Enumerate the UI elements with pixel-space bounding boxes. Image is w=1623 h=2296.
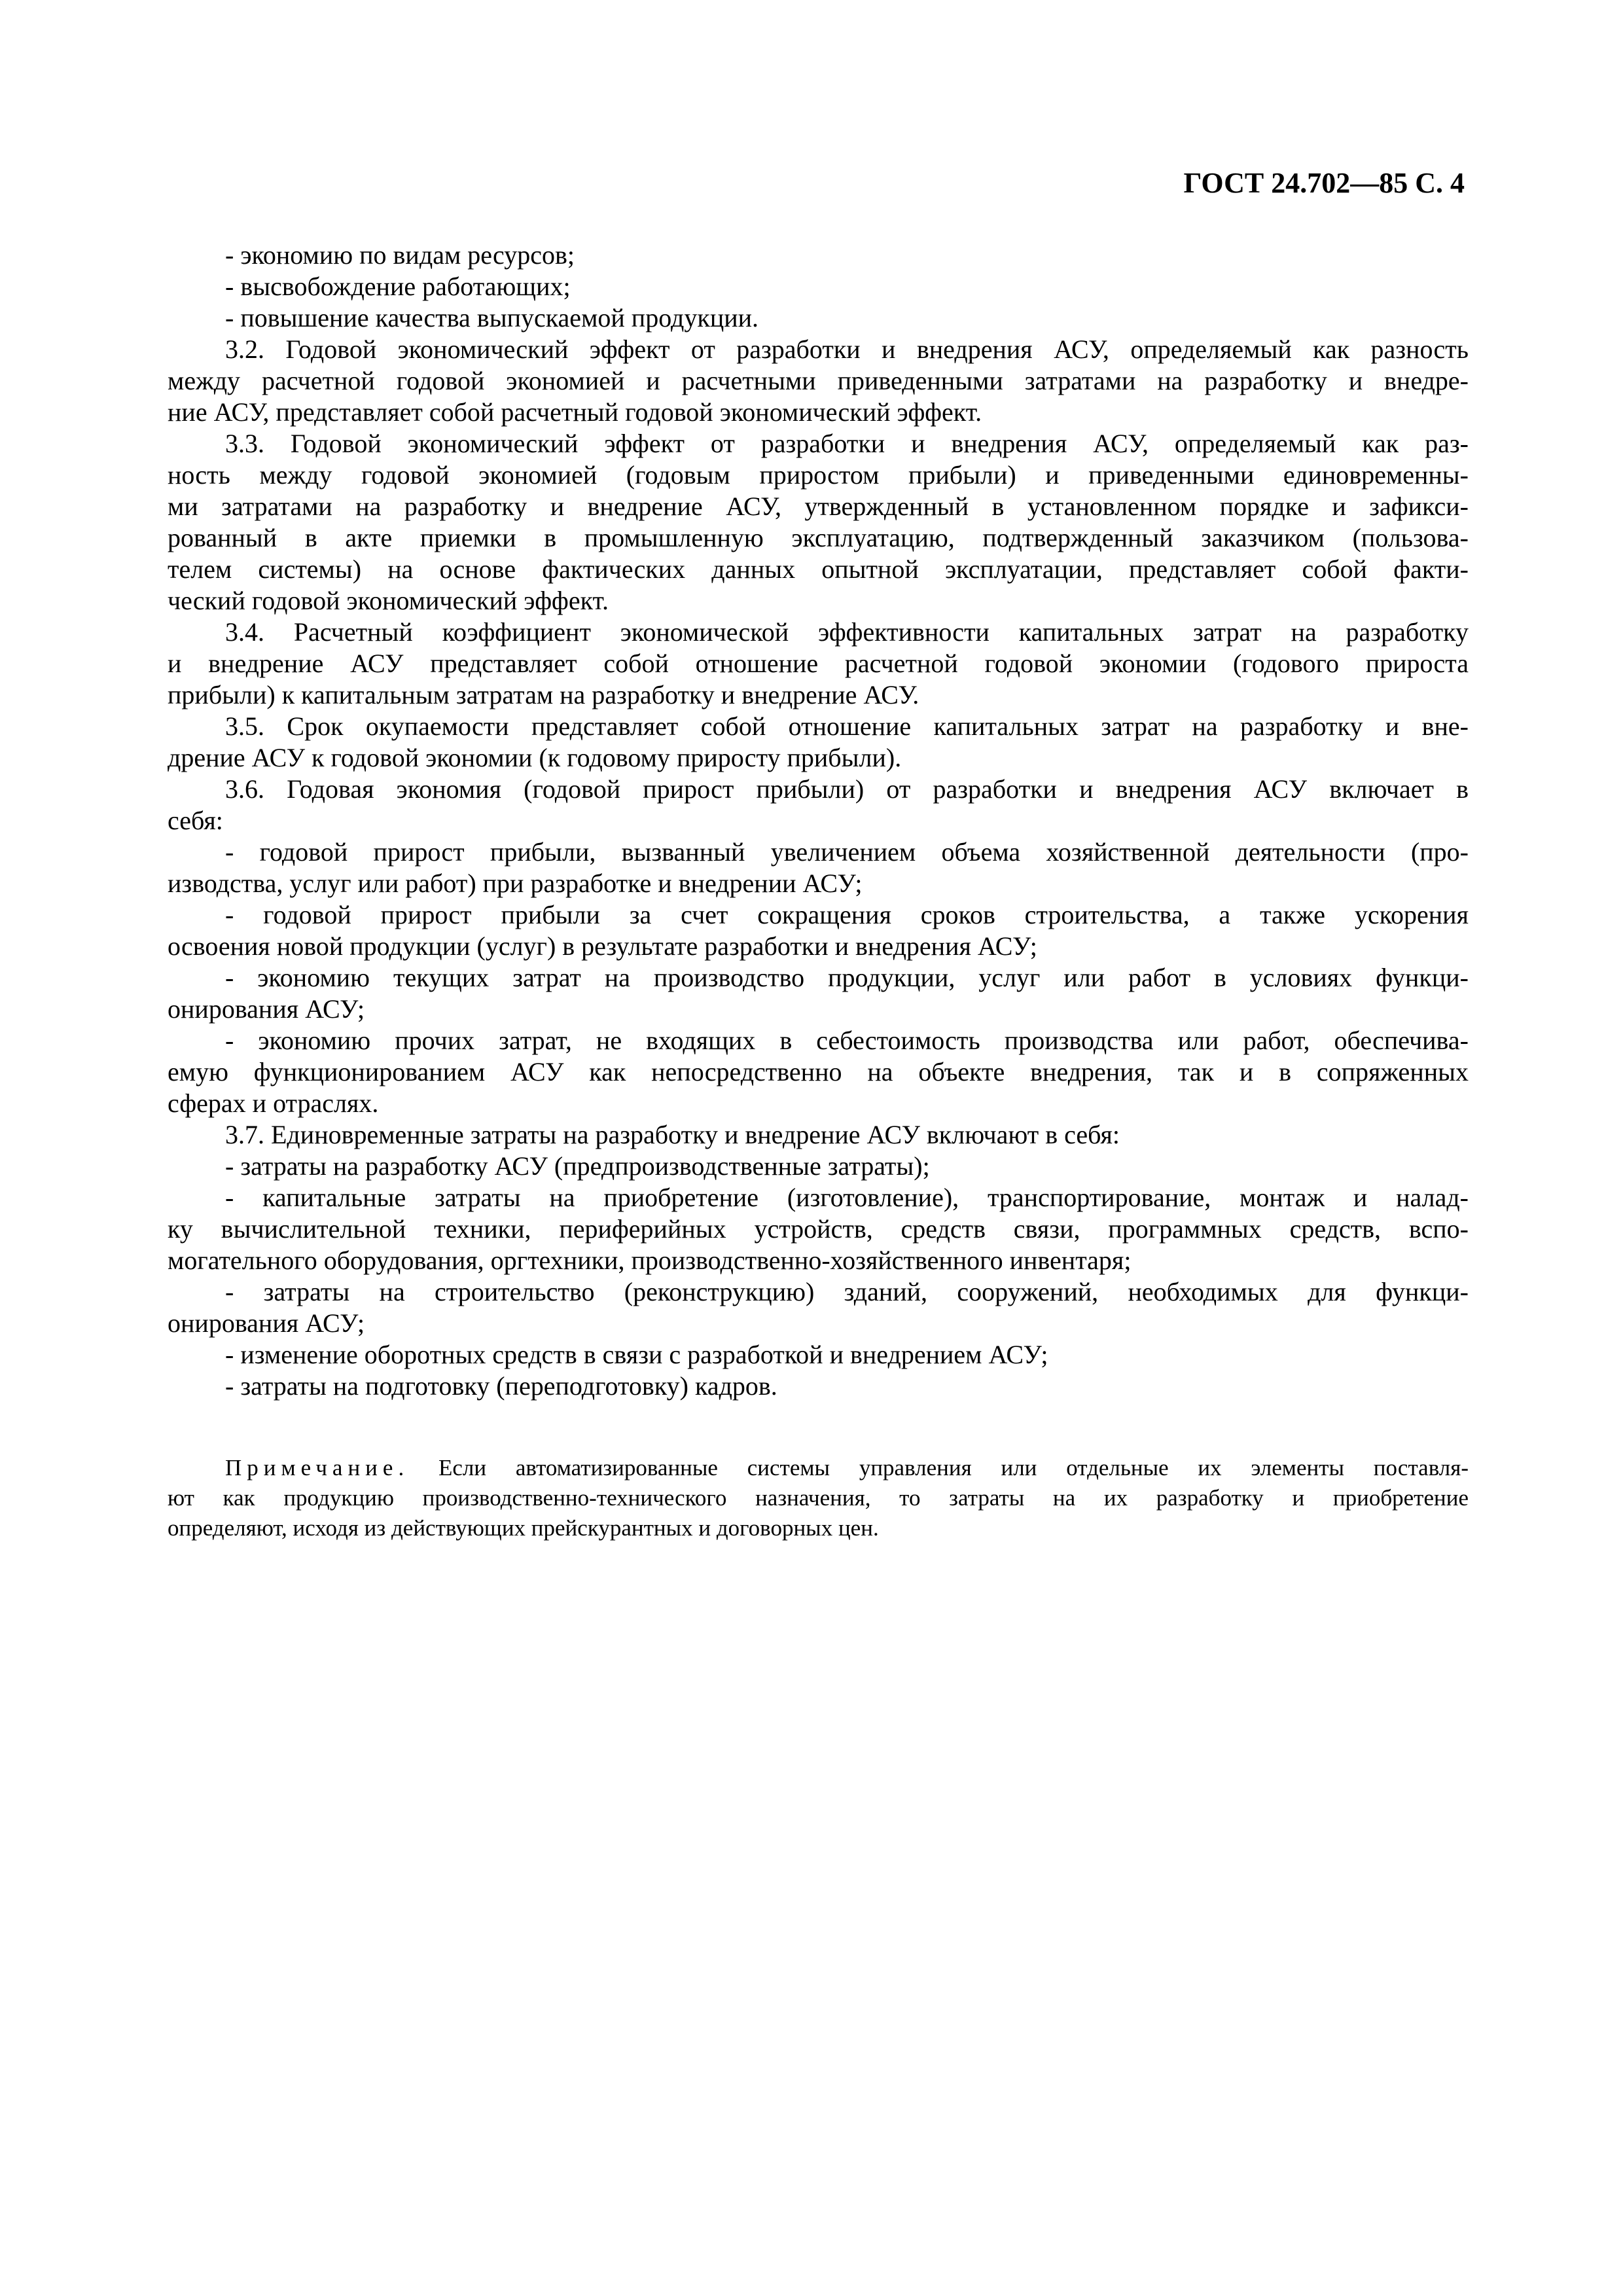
- list-item: - высвобождение работающих;: [225, 272, 571, 301]
- paragraph-line: 3.5. Срок окупаемости представляет собой отношение капитальных затрат на разработку и вне-: [225, 711, 1469, 741]
- note-label: Примечание.: [225, 1455, 410, 1480]
- paragraph-line: 3.7. Единовременные затраты на разработку и внедрение АСУ включают в себя:: [225, 1120, 1120, 1149]
- paragraph-line: 3.4. Расчетный коэффициент экономической эффективности капитальных затрат на разработку: [225, 617, 1469, 647]
- list-item: сферах и отраслях.: [168, 1088, 379, 1118]
- list-item: онирования АСУ;: [168, 1308, 365, 1338]
- note-line: ют как продукцию производственно-технического назначения, то затраты на их разработку и приобретение: [168, 1485, 1469, 1511]
- paragraph-line: 3.3. Годовой экономический эффект от разработки и внедрения АСУ, определяемый как раз-: [225, 429, 1469, 458]
- list-item: емую функционированием АСУ как непосредственно на объекте внедрения, так и в сопряженных: [168, 1057, 1469, 1086]
- paragraph-line: 3.6. Годовая экономия (годовой прирост прибыли) от разработки и внедрения АСУ включает в: [225, 774, 1469, 804]
- list-item: - экономию прочих затрат, не входящих в себестоимость производства или работ, обеспечива-: [225, 1026, 1469, 1055]
- note-block: [168, 1453, 1469, 1543]
- list-item: - изменение оборотных средств в связи с разработкой и внедрением АСУ;: [225, 1340, 1048, 1369]
- paragraph-line: ние АСУ, представляет собой расчетный годовой экономический эффект.: [168, 397, 982, 427]
- note-text: Если автоматизированные системы управления или отдельные их элементы поставля-: [409, 1455, 1469, 1480]
- paragraph-line: ми затратами на разработку и внедрение АСУ, утвержденный в установленном порядке и зафикси-: [168, 492, 1469, 521]
- list-item: - затраты на строительство (реконструкцию) зданий, сооружений, необходимых для функци-: [225, 1277, 1469, 1306]
- paragraph-line: рованный в акте приемки в промышленную эксплуатацию, подтвержденный заказчиком (пользова-: [168, 523, 1469, 552]
- list-item: - затраты на разработку АСУ (предпроизводственные затраты);: [225, 1151, 930, 1181]
- page-header: ГОСТ 24.702—85 С. 4: [1183, 167, 1465, 199]
- list-item: освоения новой продукции (услуг) в результате разработки и внедрения АСУ;: [168, 931, 1037, 961]
- paragraph-line: ность между годовой экономией (годовым приростом прибыли) и приведенными единовременны-: [168, 460, 1469, 490]
- paragraph-line: между расчетной годовой экономией и расчетными приведенными затратами на разработку и внедре-: [168, 366, 1469, 395]
- paragraph-line: телем системы) на основе фактических данных опытной эксплуатации, представляет собой факти-: [168, 554, 1469, 584]
- paragraph-line: себя:: [168, 806, 223, 835]
- note-line: [168, 1453, 1469, 1483]
- list-item: ку вычислительной техники, периферийных устройств, средств связи, программных средств, вспо-: [168, 1214, 1469, 1244]
- paragraph-line: прибыли) к капитальным затратам на разработку и внедрение АСУ.: [168, 680, 919, 709]
- list-item: онирования АСУ;: [168, 994, 365, 1024]
- document-body: [168, 240, 1469, 1402]
- note-line: определяют, исходя из действующих прейскурантных и договорных цен.: [168, 1515, 879, 1541]
- list-item: - годовой прирост прибыли за счет сокращения сроков строительства, а также ускорения: [225, 900, 1469, 929]
- list-item: - повышение качества выпускаемой продукции.: [225, 303, 759, 332]
- list-item: - затраты на подготовку (переподготовку) кадров.: [225, 1371, 777, 1401]
- paragraph-line: ческий годовой экономический эффект.: [168, 586, 609, 615]
- list-item: - капитальные затраты на приобретение (изготовление), транспортирование, монтаж и налад-: [225, 1183, 1469, 1212]
- list-item: - экономию текущих затрат на производство продукции, услуг или работ в условиях функци-: [225, 963, 1469, 992]
- list-item: - годовой прирост прибыли, вызванный увеличением объема хозяйственной деятельности (про-: [225, 837, 1469, 867]
- paragraph-line: и внедрение АСУ представляет собой отношение расчетной годовой экономии (годового прироста: [168, 649, 1469, 678]
- paragraph-line: 3.2. Годовой экономический эффект от разработки и внедрения АСУ, определяемый как разность: [225, 334, 1469, 364]
- list-item: могательного оборудования, оргтехники, производственно-хозяйственного инвентаря;: [168, 1246, 1132, 1275]
- list-item: изводства, услуг или работ) при разработке и внедрении АСУ;: [168, 869, 863, 898]
- paragraph-line: дрение АСУ к годовой экономии (к годовому приросту прибыли).: [168, 743, 902, 772]
- list-item: - экономию по видам ресурсов;: [225, 240, 575, 270]
